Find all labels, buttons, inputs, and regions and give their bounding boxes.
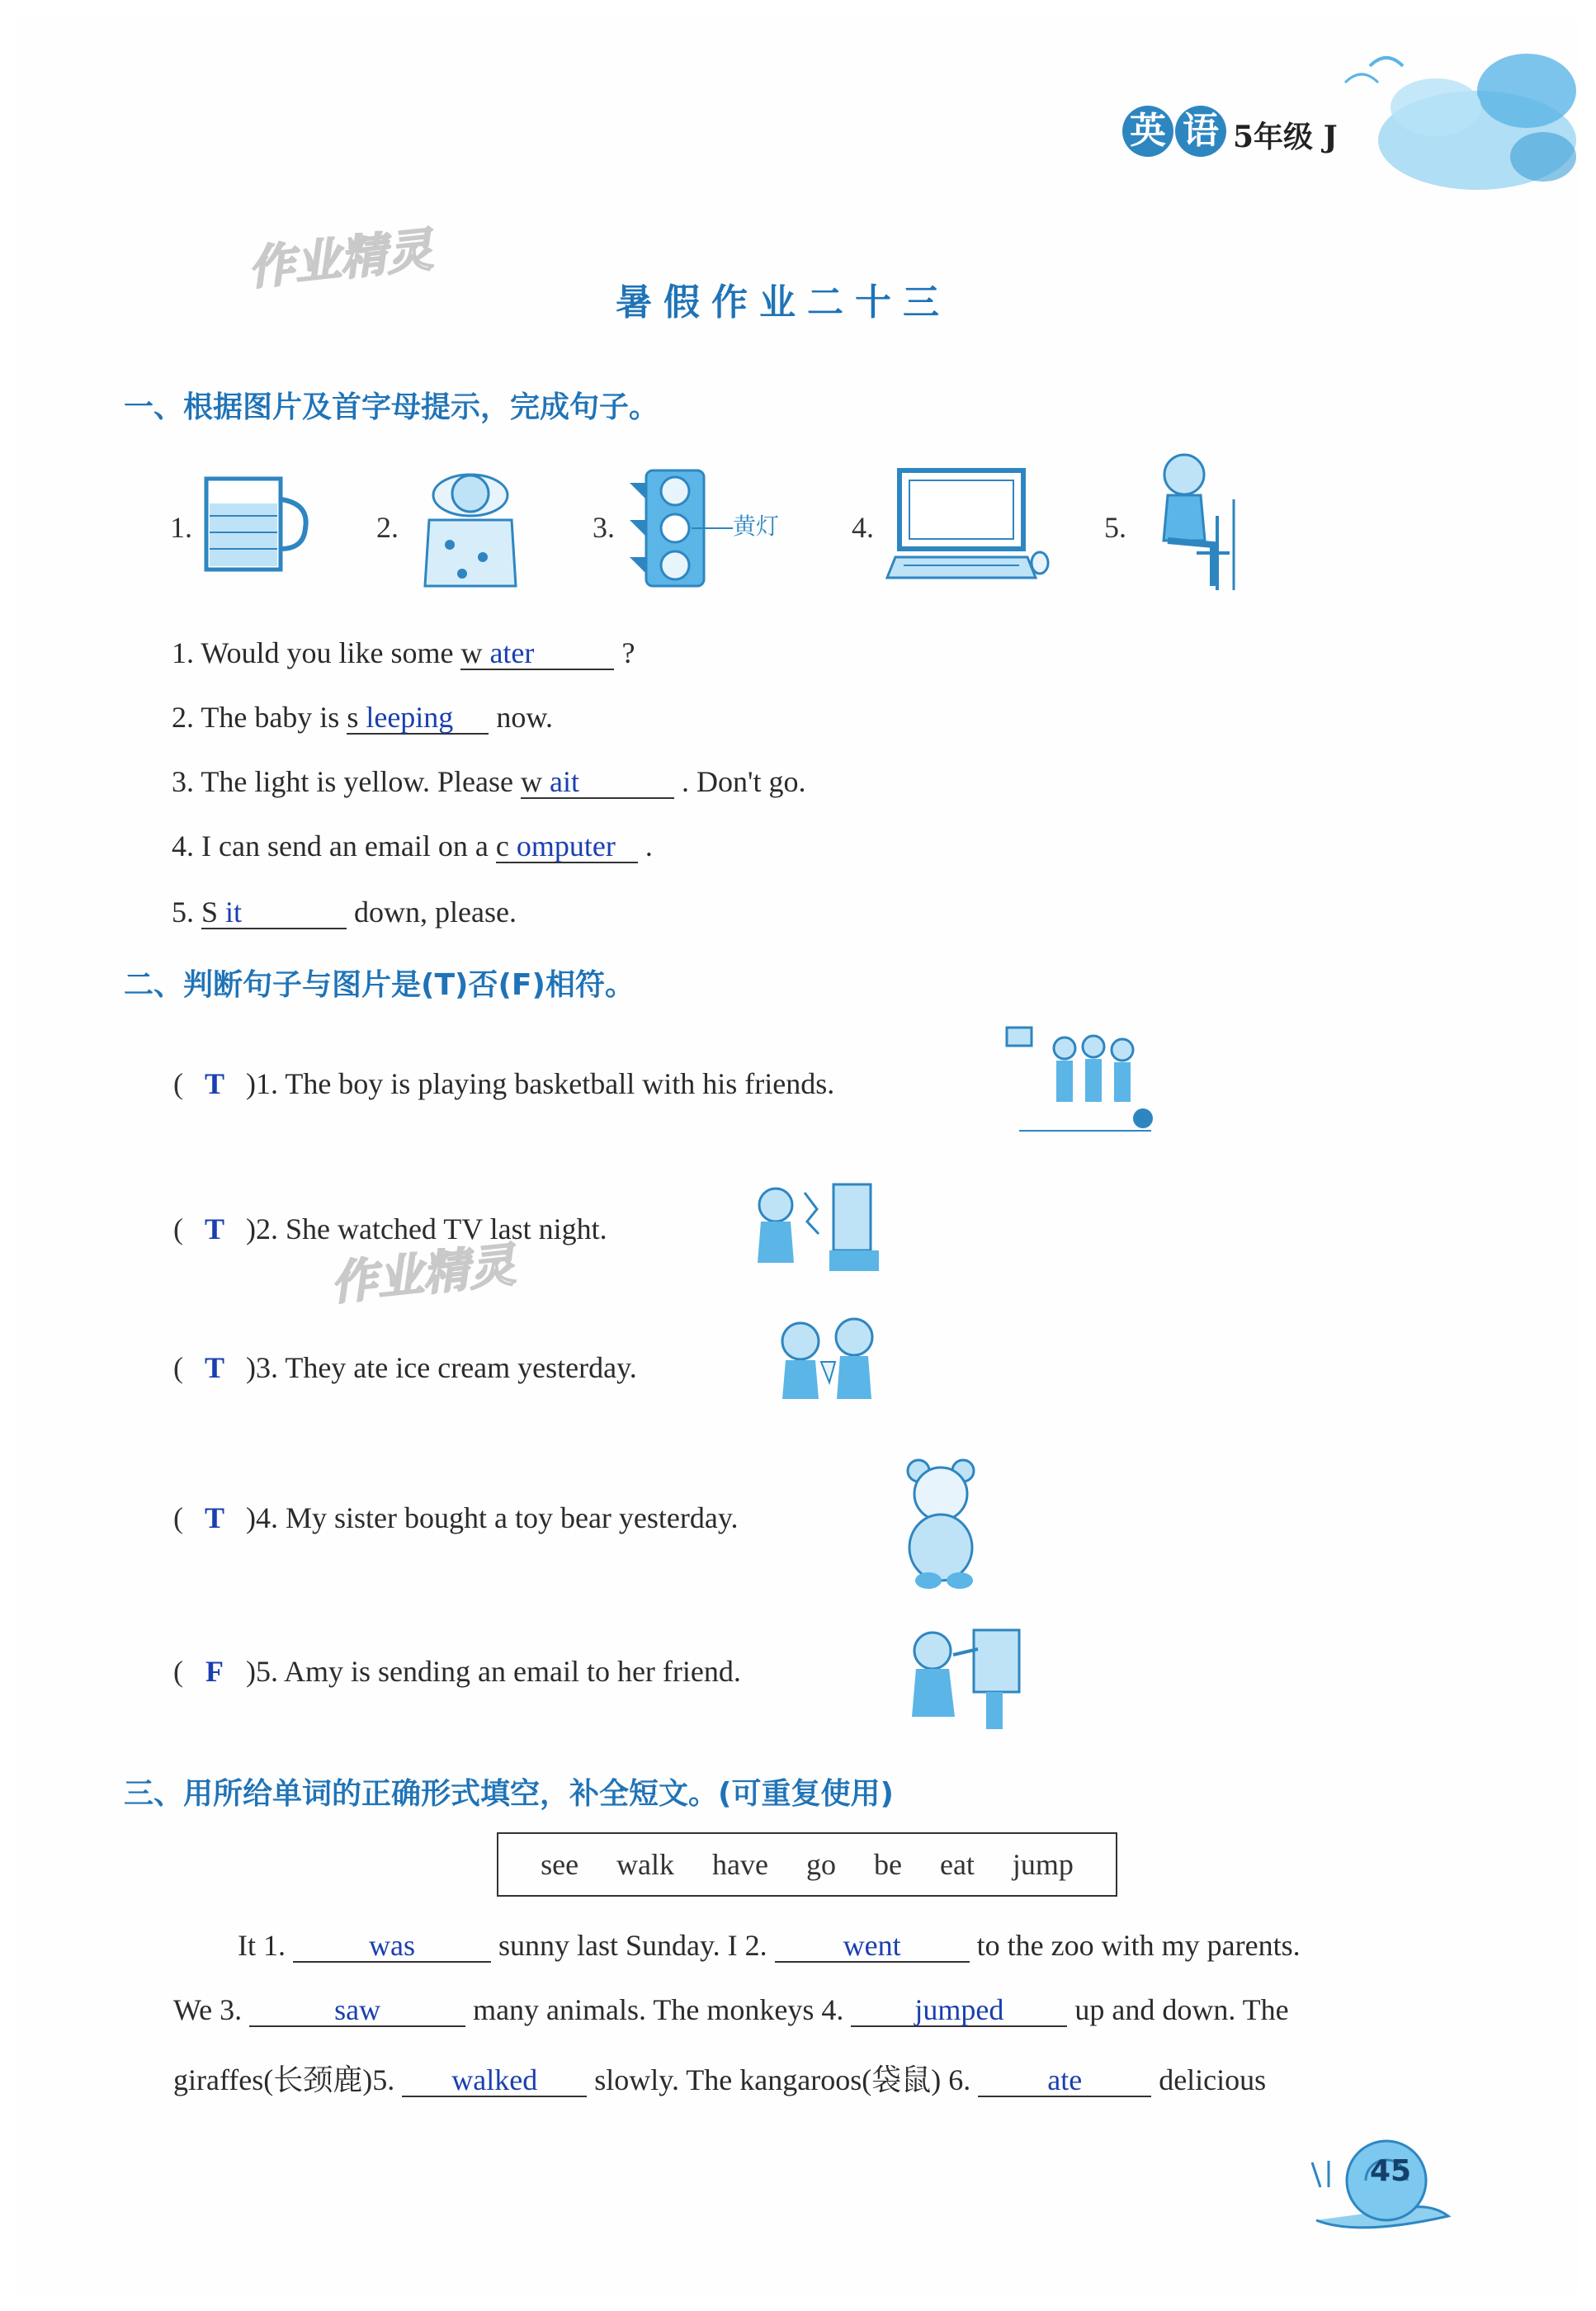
sentence-text-after: ? [621,636,635,669]
answer-blank-2[interactable] [347,700,489,735]
handwritten-answer: it [225,896,243,929]
answer-blank-3[interactable] [521,764,674,799]
handwritten-answer: omputer [516,829,616,862]
handwritten-answer: ater [489,636,535,669]
judge-answer-5[interactable]: F [205,1655,224,1688]
passage-blank-6[interactable] [978,2063,1151,2097]
answer-blank-4[interactable] [496,829,638,863]
grade-label: 5年级 J [1233,120,1338,154]
picture-number-2: 2. [376,511,399,544]
judge-text-5: )5. Amy is sending an email to her friend. [246,1655,741,1688]
sentence-number: 1. [172,636,194,669]
passage-line-2 [173,1992,1289,2027]
passage-text: many animals. The monkeys 4. [473,1993,844,2026]
basketball-boys-icon [1003,1023,1159,1139]
sentence-text-before: I can send an email on a [201,829,489,862]
blank-first-letter: s [347,701,359,734]
judge-text-4: )4. My sister bought a toy bear yesterday. [246,1501,739,1534]
sentence-text-before: The light is yellow. Please [201,765,513,798]
fill-sentence-5 [172,895,517,929]
handwritten-answer: was [369,1929,415,1962]
judge-item-3 [173,1350,637,1385]
judge-text-1: )1. The boy is playing basketball with his friends. [246,1067,835,1100]
sentence-text-after: down, please. [354,896,517,929]
section3-heading: 三、用所给单词的正确形式填空，补全短文。(可重复使用) [124,1777,894,1811]
handwritten-answer: walked [451,2063,538,2096]
passage-blank-4[interactable] [851,1992,1067,2027]
passage-blank-2[interactable] [775,1928,970,1963]
subject-badge-ying: 英 [1122,106,1173,157]
passage-text: slowly. The kangaroos(袋鼠) 6. [594,2063,971,2096]
watermark-top: 作业精灵 [245,223,436,296]
passage-text: up and down. The [1074,1993,1289,2026]
judge-text-2: )2. She watched TV last night. [246,1212,607,1245]
passage-blank-1[interactable] [293,1928,491,1963]
judge-answer-4[interactable]: T [204,1501,224,1534]
girl-posting-letter-icon [895,1618,1027,1733]
sentence-number: 5. [172,896,194,929]
picture-number-5: 5. [1104,511,1126,544]
answer-blank-5[interactable] [201,895,347,929]
judge-answer-2[interactable]: T [204,1212,224,1245]
page-title: 暑假作业二十三 [616,281,951,324]
passage-text: sunny last Sunday. I 2. [498,1929,767,1962]
passage-text: We 3. [173,1993,243,2026]
handwritten-answer: went [843,1929,901,1962]
sentence-text-before: The baby is [201,701,340,734]
blank-first-letter: c [495,829,509,862]
fill-sentence-2 [172,700,553,735]
water-cup-icon [198,470,314,578]
judge-item-5 [173,1654,741,1689]
judge-answer-1[interactable]: T [204,1067,224,1100]
open-paren: ( [173,1212,183,1245]
open-paren: ( [173,1655,183,1688]
handwritten-answer: leeping [366,701,454,734]
picture-number-4: 4. [852,511,874,544]
sitting-boy-icon [1139,450,1246,598]
section2-heading: 二、判断句子与图片是(T)否(F)相符。 [124,968,635,1002]
answer-blank-1[interactable] [460,636,614,670]
sentence-number: 3. [172,765,194,798]
judge-answer-3[interactable]: T [204,1351,224,1384]
kids-eating-ice-cream-icon [767,1312,891,1420]
handwritten-answer: saw [334,1993,381,2026]
yellow-light-label: 黄灯 [733,513,780,540]
sentence-number: 2. [172,701,194,734]
sentence-number: 4. [172,829,194,862]
blank-first-letter: w [520,765,542,798]
handwritten-answer: ate [1047,2063,1083,2096]
passage-text: delicious [1159,2063,1267,2096]
open-paren: ( [173,1067,183,1100]
word-bank-box: see walk have go be eat jump [497,1832,1117,1897]
girl-watching-tv-icon [743,1172,891,1279]
sentence-text-after: . [645,829,653,862]
judge-item-4 [173,1500,739,1535]
judge-text-3: )3. They ate ice cream yesterday. [246,1351,637,1384]
picture-number-1: 1. [170,511,192,544]
passage-blank-3[interactable] [249,1992,465,2027]
fill-sentence-4 [172,829,653,863]
watermark-middle: 作业精灵 [328,1238,518,1311]
fill-sentence-1 [172,636,635,670]
sleeping-baby-icon [413,462,528,594]
traffic-light-icon [626,466,733,590]
passage-text: to the zoo with my parents. [976,1929,1301,1962]
judge-item-1 [173,1066,834,1101]
open-paren: ( [173,1351,183,1384]
passage-text: It 1. [238,1929,286,1962]
fill-sentence-3 [172,764,805,799]
open-paren: ( [173,1501,183,1534]
passage-text: giraffes(长颈鹿)5. [173,2063,395,2096]
sentence-text-after: now. [496,701,553,734]
toy-bear-icon [895,1453,994,1593]
handwritten-answer: ait [549,765,579,798]
section1-heading: 一、根据图片及首字母提示，完成句子。 [124,390,659,424]
passage-line-1 [238,1928,1301,1963]
blank-first-letter: S [201,896,219,929]
blank-first-letter: w [460,636,483,669]
sentence-text-before: Would you like some [201,636,454,669]
picture-number-3: 3. [593,511,615,544]
passage-blank-5[interactable] [402,2063,587,2097]
handwritten-answer: jumped [914,1993,1004,2026]
subject-badge-yu: 语 [1175,106,1226,157]
page-number: 45 [1370,2154,1412,2188]
judge-item-2 [173,1212,607,1246]
passage-line-3 [173,2057,1266,2099]
sentence-text-after: . Don't go. [681,765,806,798]
flower-decoration-icon [1337,17,1584,206]
computer-icon [883,462,1048,586]
